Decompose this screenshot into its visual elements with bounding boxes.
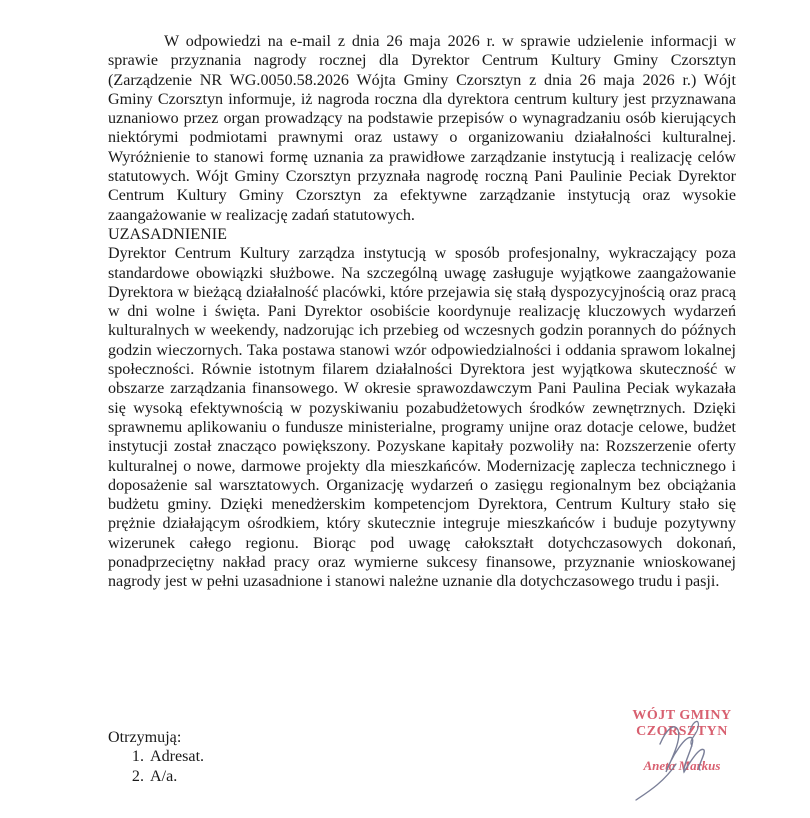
stamp-signatory-name: Aneta Markus [643, 758, 721, 773]
recipient-item: 1. Adresat. [148, 747, 204, 766]
recipients-label: Otrzymują: [108, 729, 182, 746]
stamp-municipality: CZORSZTYN [636, 724, 728, 739]
justification-paragraph: Dyrektor Centrum Kultury zarządza instytucją w sposób profesjonalny, wykraczający poza standardowe obowiązki służbowe. Na szczególną uwagę zasługuje wyjątkowe zaangażowanie Dyrektora w bieżącą działalność placówki, które przejawia się stałą dyspozycyjnością oraz pracą w dni wolne i święta. Pani Dyrektor osobiście koordynuje realizację kluczowych wydarzeń kulturalnych w weekendy, nadzorując ich przebieg od wczesnych godzin porannych do późnych godzin wieczornych. Taka postawa stanowi wzór odpowiedzialności i oddania sprawom lokalnej społeczności. Równie istotnym filarem działalności Dyrektora jest wyjątkowa skuteczność w obszarze zarządzania finansowego. W okresie sprawozdawczym Pani Paulina Peciak wykazała się wysoką efektywnością w pozyskiwaniu pozabudżetowych środków zewnętrznych. Dzięki sprawnemu aplikowaniu o fundusze ministerialne, programy unijne oraz dotacje celowe, budżet instytucji został znacząco powiększony. Pozyskane kapitały pozwoliły na: Rozszerzenie oferty kulturalnej o nowe, darmowe projekty dla mieszkańców. Modernizację zaplecza technicznego i doposażenie sal warsztatowych. Organizację wydarzeń o zasięgu regionalnym bez obciążania budżetu gminy. Dzięki menedżerskim kompetencjom Dyrektora, Centrum Kultury stało się prężnie działającym ośrodkiem, który skutecznie integruje mieszkańców i buduje pozytywny wizerunek całego regionu. Biorąc pod uwagę całokształt dotychczasowych dokonań, ponadprzeciętny nakład pracy oraz wymierne sukcesy finansowe, przyznanie wnioskowanej nagrody jest w pełni uzasadnione i stanowi należne uznanie dla dotychczasowego trudu i pasji. [108, 245, 736, 591]
handwritten-signature [612, 700, 752, 810]
intro-paragraph: W odpowiedzi na e-mail z dnia 26 maja 2026 r. w sprawie udzielenie informacji w sprawie przyznania nagrody rocznej dla Dyrektor Centrum Kultury Gminy Czorsztyn (Zarządzenie NR WG.0050.58.2026 Wójta Gminy Czorsztyn z dnia 26 maja 2026 r.) Wójt Gminy Czorsztyn informuje, iż nagroda roczna dla dyrektora centrum kultury jest przyznawana uznaniowo przez organ prowadzący na podstawie przepisów o wynagradzaniu osób kierujących niektórymi podmiotami prawnymi oraz ustawy o organizowaniu działalności kulturalnej. Wyróżnienie to stanowi formę uznania za prawidłowe zarządzanie instytucją i realizację celów statutowych. Wójt Gminy Czorsztyn przyznała nagrodę roczną Pani Paulinie Peciak Dyrektor Centrum Kultury Gminy Czorsztyn za efektywne zarządzanie instytucją oraz wysokie zaangażowanie w realizację zadań statutowych. [108, 33, 736, 224]
justification-heading: UZASADNIENIE [108, 225, 227, 243]
signature-loop [690, 721, 698, 746]
letter-body [108, 32, 736, 592]
signature-tail [636, 764, 676, 800]
stamp-title: WÓJT GMINY [632, 708, 732, 723]
recipient-item: 2. A/a. [148, 767, 204, 786]
signature-stroke [660, 727, 704, 772]
recipients-block [108, 728, 204, 786]
recipients-list [108, 747, 204, 786]
